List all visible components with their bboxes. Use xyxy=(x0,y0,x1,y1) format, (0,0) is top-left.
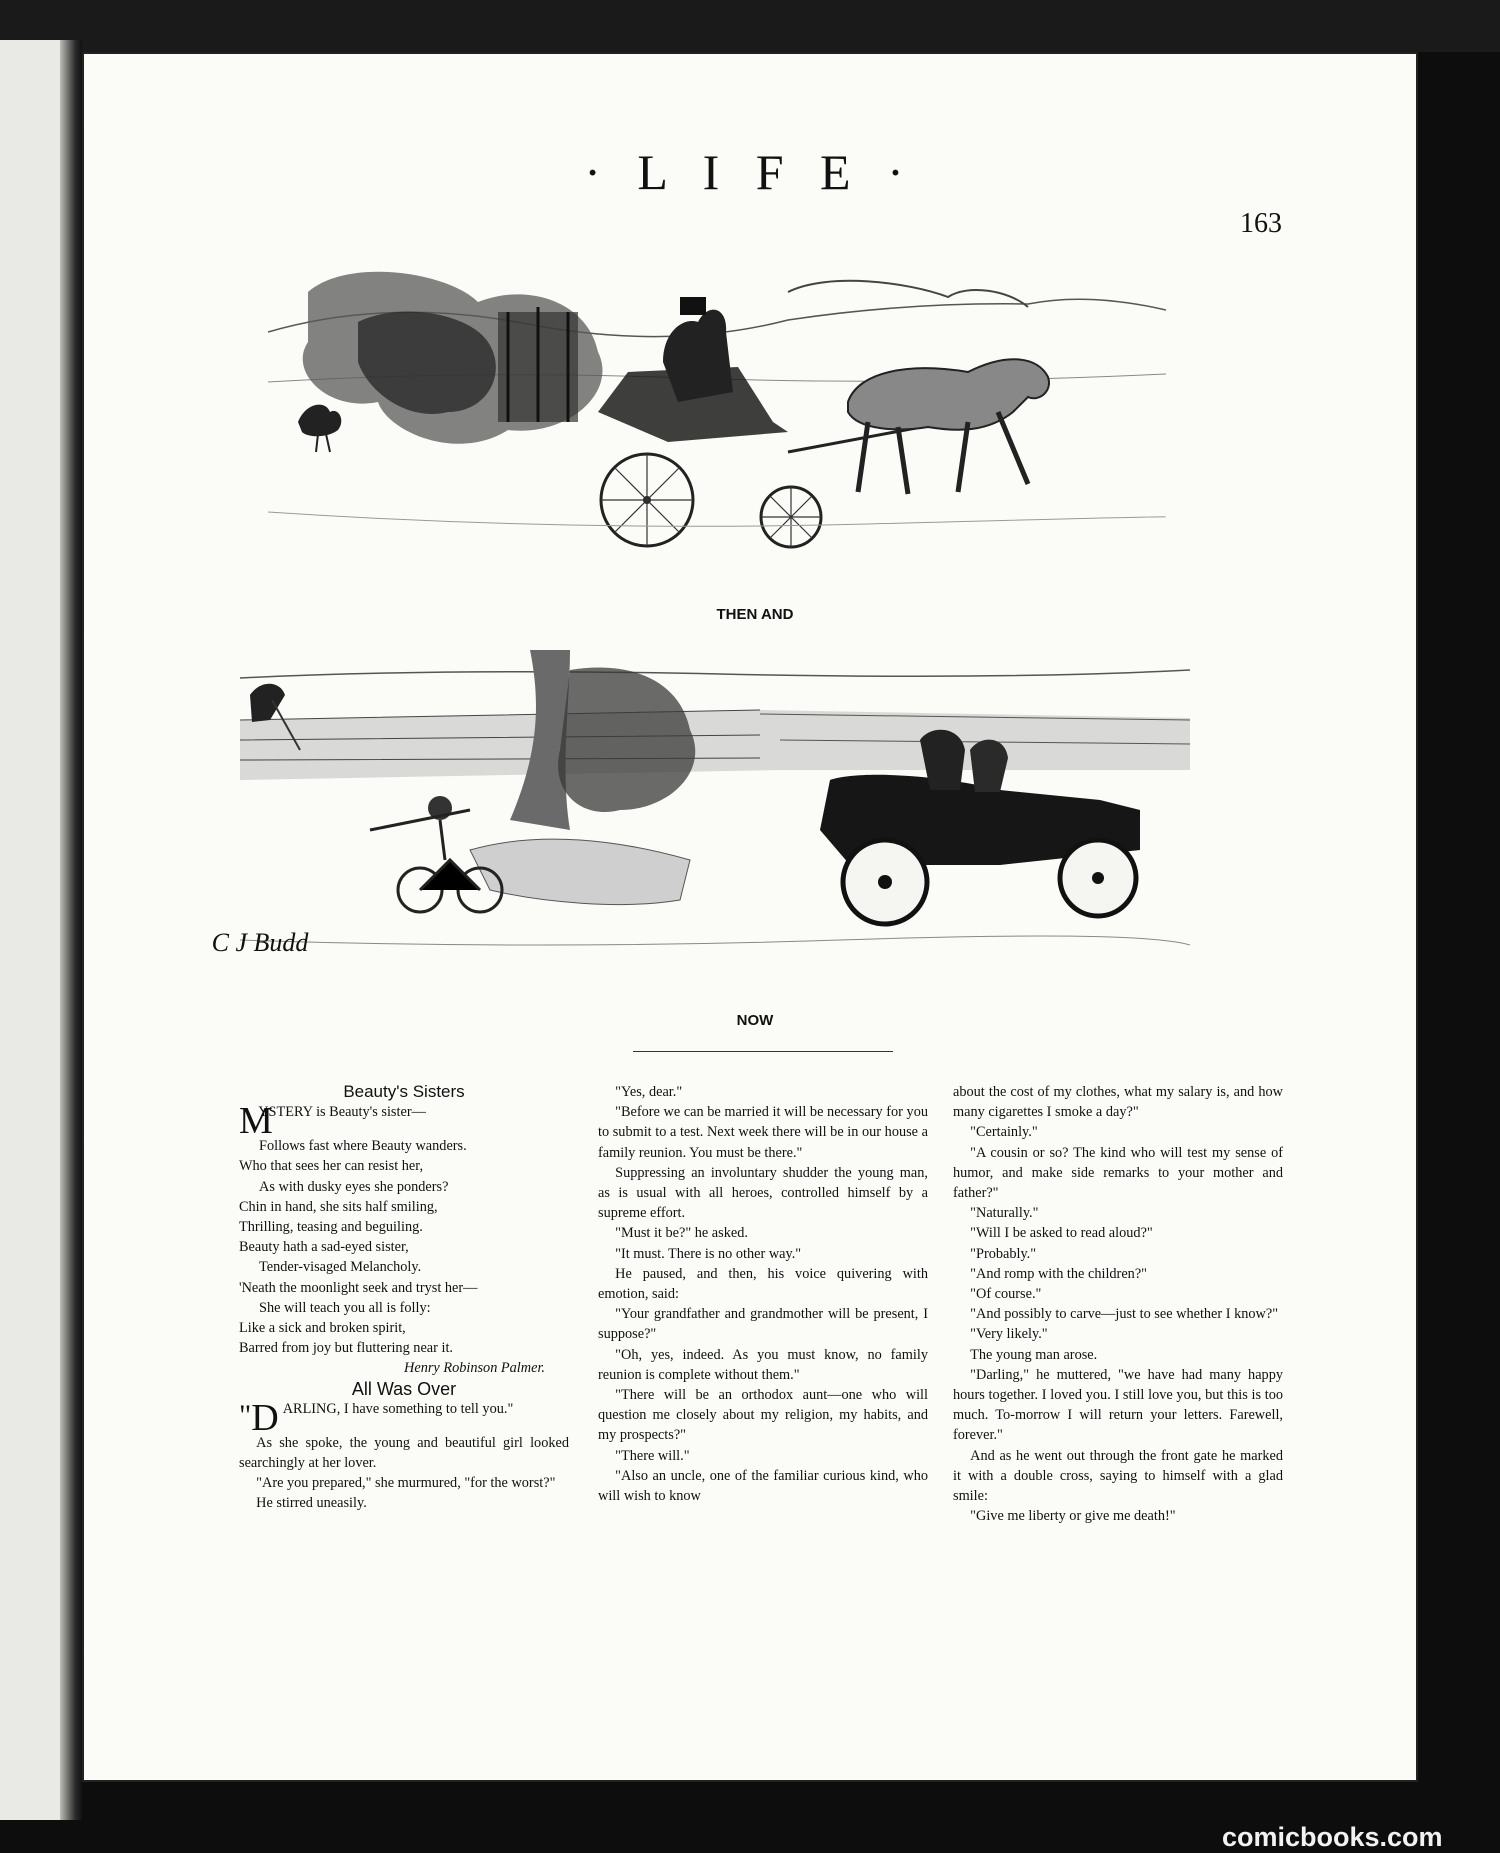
column-3 xyxy=(953,1082,1283,1526)
story-paragraph: As she spoke, the young and beautiful girl looked searchingly at her lover. xyxy=(239,1434,569,1472)
poem-line: Follows fast where Beauty wanders. xyxy=(259,1138,467,1155)
poem-line: Chin in hand, she sits half smiling, xyxy=(239,1198,438,1215)
site-watermark: comicbooks.com xyxy=(1222,1822,1443,1852)
story-paragraph xyxy=(239,1396,569,1439)
poem-line: As with dusky eyes she ponders? xyxy=(259,1178,449,1195)
story-paragraph: "Will I be asked to read aloud?" xyxy=(970,1225,1153,1242)
drop-cap: D xyxy=(251,1396,279,1439)
scan-border-top xyxy=(0,0,1500,52)
story-paragraph: "Oh, yes, indeed. As you must know, no family reunion is complete without them." xyxy=(598,1346,928,1383)
poem-line: Like a sick and broken spirit, xyxy=(239,1320,406,1337)
story-paragraph-text: ARLING, I have something to tell you." xyxy=(282,1400,514,1417)
caption-now: NOW xyxy=(736,1012,774,1029)
story-paragraph: "Give me liberty or give me death!" xyxy=(970,1508,1176,1525)
open-quote: " xyxy=(239,1398,252,1432)
story-paragraph: "Probably." xyxy=(970,1245,1037,1262)
story-paragraph: The young man arose. xyxy=(970,1346,1098,1363)
poem-line: Thrilling, teasing and beguiling. xyxy=(239,1219,423,1236)
story-paragraph: "It must. There is no other way." xyxy=(615,1245,802,1262)
story-paragraph: "Very likely." xyxy=(970,1326,1048,1343)
artist-signature: C J Budd xyxy=(211,928,309,957)
story-paragraph: "Your grandfather and grandmother will be present, I suppose?" xyxy=(598,1306,928,1343)
story-paragraph: He stirred uneasily. xyxy=(256,1495,367,1512)
masthead-title: · L I F E · xyxy=(584,144,916,200)
story-paragraph: "Darling," he muttered, "we have had many happy hours together. I loved you. I still love you, but this is too much. To-morrow I will return your letters. Farewell, forever." xyxy=(953,1366,1283,1444)
story-paragraph: Suppressing an involuntary shudder the young man, as is usual with all heroes, controlled himself by a supreme effort. xyxy=(598,1164,928,1222)
column-1 xyxy=(239,1082,569,1514)
drop-cap: M xyxy=(239,1100,273,1143)
poem-line: Who that sees her can resist her, xyxy=(239,1158,424,1175)
poem-line-text: YSTERY is Beauty's sister— xyxy=(258,1104,426,1121)
story-paragraph: "And romp with the children?" xyxy=(970,1265,1147,1282)
poem-line: 'Neath the moonlight seek and tryst her— xyxy=(239,1279,478,1296)
story-paragraph: "Are you prepared," she murmured, "for the worst?" xyxy=(256,1475,556,1492)
story-paragraph: "Before we can be married it will be necessary for you to submit to a test. Next week there will be in our house a family reunion. You must be there." xyxy=(598,1104,928,1161)
poem-line: Barred from joy but fluttering near it. xyxy=(239,1340,453,1357)
poem-line: Tender-visaged Melancholy. xyxy=(259,1259,422,1276)
story-paragraph: "There will." xyxy=(615,1447,690,1464)
story-paragraph: "A cousin or so? The kind who will test my sense of humor, and make side remarks to your mother and father?" xyxy=(953,1144,1283,1202)
illustration-horse-carriage xyxy=(268,262,1166,562)
story-paragraph: "Of course." xyxy=(970,1286,1042,1303)
poem-author: Henry Robinson Palmer. xyxy=(404,1360,545,1377)
story-paragraph: "Must it be?" he asked. xyxy=(615,1225,748,1242)
poem-line: Beauty hath a sad-eyed sister, xyxy=(239,1239,409,1256)
story-paragraph: He paused, and then, his voice quivering with emotion, said: xyxy=(598,1265,928,1303)
story-paragraph: "Yes, dear." xyxy=(615,1084,683,1100)
story-title: All Was Over xyxy=(351,1378,457,1399)
story-paragraph: "Certainly." xyxy=(970,1124,1038,1141)
section-divider xyxy=(633,1051,893,1052)
story-paragraph: about the cost of my clothes, what my salary is, and how many cigarettes I smoke a day?" xyxy=(953,1084,1283,1121)
page-number: 163 xyxy=(1240,208,1282,239)
story-paragraph: "There will be an orthodox aunt—one who will question me closely about my religion, my habits, and my prospects?" xyxy=(598,1387,928,1444)
poem-line xyxy=(239,1100,569,1143)
caption-then-and: THEN AND xyxy=(716,606,794,623)
story-paragraph: "And possibly to carve—just to see whether I know?" xyxy=(970,1306,1279,1323)
poem-line: She will teach you all is folly: xyxy=(259,1299,431,1316)
story-paragraph: "Also an uncle, one of the familiar curious kind, who will wish to know xyxy=(598,1467,928,1505)
column-2 xyxy=(598,1082,928,1506)
story-paragraph: And as he went out through the front gate he marked it with a double cross, saying to himself with a glad smile: xyxy=(953,1447,1283,1505)
story-paragraph: "Naturally." xyxy=(970,1205,1039,1222)
binding-shadow xyxy=(60,40,82,1820)
poem-title: Beauty's Sisters xyxy=(343,1082,465,1101)
